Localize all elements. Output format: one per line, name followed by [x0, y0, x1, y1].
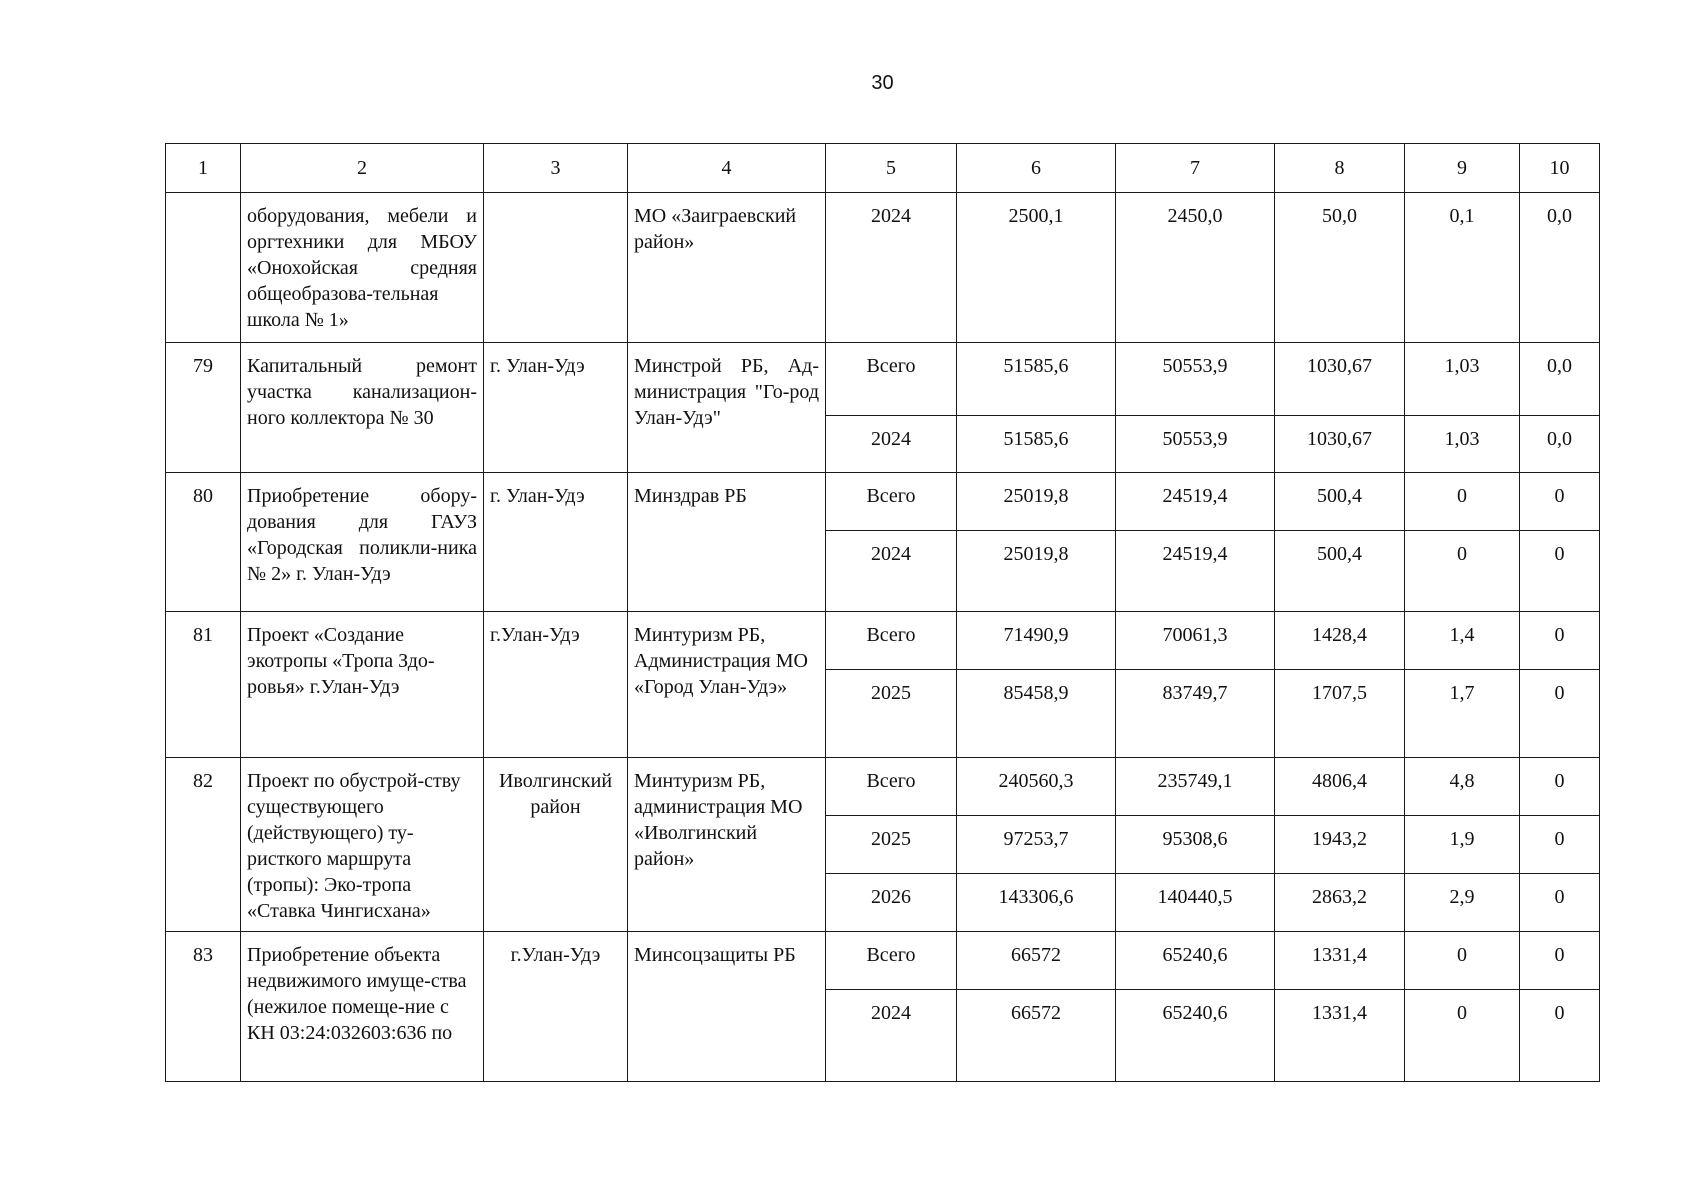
value-cell: 83749,7: [1116, 670, 1275, 758]
value-cell: 71490,9: [957, 612, 1116, 670]
row-number: 79: [166, 343, 241, 473]
value-cell: 50,0: [1275, 193, 1405, 343]
value-cell: 65240,6: [1116, 990, 1275, 1082]
budget-table: [165, 143, 1600, 1082]
page-number: 30: [871, 72, 894, 94]
table-header-row: [166, 144, 1600, 193]
value-cell: 24519,4: [1116, 531, 1275, 612]
period-cell: 2026: [826, 874, 957, 932]
value-cell: 0: [1520, 758, 1600, 816]
period-cell: Всего: [826, 932, 957, 990]
value-cell: 1030,67: [1275, 416, 1405, 473]
value-cell: 2863,2: [1275, 874, 1405, 932]
project-place: г. Улан-Удэ: [484, 473, 628, 612]
value-cell: 0: [1520, 990, 1600, 1082]
value-cell: 2500,1: [957, 193, 1116, 343]
period-cell: Всего: [826, 758, 957, 816]
responsible-org: МО «Заиграевский район»: [628, 193, 826, 343]
period-cell: 2024: [826, 416, 957, 473]
project-name: Капитальный ремонт участка канализацион-ного коллектора № 30: [241, 343, 484, 473]
value-cell: 95308,6: [1116, 816, 1275, 874]
value-cell: 0: [1405, 932, 1520, 990]
project-place: г.Улан-Удэ: [484, 932, 628, 1082]
value-cell: 1,03: [1405, 416, 1520, 473]
column-header: 10: [1520, 144, 1600, 193]
period-cell: Всего: [826, 343, 957, 416]
table-row: [166, 612, 1600, 670]
value-cell: 0,1: [1405, 193, 1520, 343]
column-header: 9: [1405, 144, 1520, 193]
value-cell: 0: [1520, 932, 1600, 990]
value-cell: 1,9: [1405, 816, 1520, 874]
column-header: 4: [628, 144, 826, 193]
responsible-org: Минздрав РБ: [628, 473, 826, 612]
value-cell: 0: [1520, 612, 1600, 670]
value-cell: 4806,4: [1275, 758, 1405, 816]
project-name: Проект по обустрой-ству существующего (действующего) ту-ристкого маршрута (тропы): Эко-тропа «Ставка Чингисхана»: [241, 758, 484, 932]
responsible-org: Минстрой РБ, Ад-министрация "Го-род Улан-Удэ": [628, 343, 826, 473]
table-row: [166, 343, 1600, 416]
value-cell: 2,9: [1405, 874, 1520, 932]
value-cell: 25019,8: [957, 531, 1116, 612]
project-place: г. Улан-Удэ: [484, 343, 628, 473]
value-cell: 0: [1520, 670, 1600, 758]
value-cell: 0: [1520, 531, 1600, 612]
table-row: [166, 758, 1600, 816]
value-cell: 24519,4: [1116, 473, 1275, 531]
value-cell: 140440,5: [1116, 874, 1275, 932]
value-cell: 2450,0: [1116, 193, 1275, 343]
value-cell: 1331,4: [1275, 990, 1405, 1082]
project-name: Приобретение обору-дования для ГАУЗ «Городская поликли-ника № 2» г. Улан-Удэ: [241, 473, 484, 612]
value-cell: 1,4: [1405, 612, 1520, 670]
value-cell: 4,8: [1405, 758, 1520, 816]
value-cell: 65240,6: [1116, 932, 1275, 990]
column-header: 6: [957, 144, 1116, 193]
value-cell: 0: [1520, 874, 1600, 932]
project-place: г.Улан-Удэ: [484, 612, 628, 758]
table-row: [166, 932, 1600, 990]
column-header: 1: [166, 144, 241, 193]
value-cell: 0: [1520, 473, 1600, 531]
value-cell: 1707,5: [1275, 670, 1405, 758]
project-name: Приобретение объекта недвижимого имуще-ства (нежилое помеще-ние с КН 03:24:032603:636 по: [241, 932, 484, 1082]
value-cell: 66572: [957, 932, 1116, 990]
value-cell: 85458,9: [957, 670, 1116, 758]
value-cell: 50553,9: [1116, 343, 1275, 416]
value-cell: 0: [1405, 531, 1520, 612]
value-cell: 235749,1: [1116, 758, 1275, 816]
value-cell: 0,0: [1520, 343, 1600, 416]
project-name: оборудования, мебели и оргтехники для МБОУ «Онохойская средняя общеобразова-тельная школа № 1»: [241, 193, 484, 343]
column-header: 8: [1275, 144, 1405, 193]
row-number: 82: [166, 758, 241, 932]
value-cell: 97253,7: [957, 816, 1116, 874]
value-cell: 51585,6: [957, 343, 1116, 416]
row-number: 83: [166, 932, 241, 1082]
responsible-org: Минтуризм РБ, Администрация МО «Город Улан-Удэ»: [628, 612, 826, 758]
column-header: 5: [826, 144, 957, 193]
period-cell: 2024: [826, 193, 957, 343]
value-cell: 1,03: [1405, 343, 1520, 416]
value-cell: 51585,6: [957, 416, 1116, 473]
value-cell: 1943,2: [1275, 816, 1405, 874]
value-cell: 0,0: [1520, 193, 1600, 343]
row-number: [166, 193, 241, 343]
value-cell: 143306,6: [957, 874, 1116, 932]
column-header: 2: [241, 144, 484, 193]
value-cell: 1,7: [1405, 670, 1520, 758]
responsible-org: Минтуризм РБ, администрация МО «Иволгинский район»: [628, 758, 826, 932]
row-number: 80: [166, 473, 241, 612]
value-cell: 1428,4: [1275, 612, 1405, 670]
project-place: [484, 193, 628, 343]
period-cell: 2024: [826, 990, 957, 1082]
table-row: [166, 473, 1600, 531]
responsible-org: Минсоцзащиты РБ: [628, 932, 826, 1082]
value-cell: 500,4: [1275, 473, 1405, 531]
period-cell: 2025: [826, 670, 957, 758]
value-cell: 240560,3: [957, 758, 1116, 816]
column-header: 3: [484, 144, 628, 193]
period-cell: Всего: [826, 612, 957, 670]
value-cell: 70061,3: [1116, 612, 1275, 670]
value-cell: 0: [1405, 990, 1520, 1082]
value-cell: 0: [1405, 473, 1520, 531]
value-cell: 500,4: [1275, 531, 1405, 612]
value-cell: 0,0: [1520, 416, 1600, 473]
period-cell: 2025: [826, 816, 957, 874]
project-place: Иволгинский район: [484, 758, 628, 932]
period-cell: Всего: [826, 473, 957, 531]
value-cell: 1030,67: [1275, 343, 1405, 416]
value-cell: 66572: [957, 990, 1116, 1082]
period-cell: 2024: [826, 531, 957, 612]
value-cell: 1331,4: [1275, 932, 1405, 990]
column-header: 7: [1116, 144, 1275, 193]
value-cell: 25019,8: [957, 473, 1116, 531]
value-cell: 50553,9: [1116, 416, 1275, 473]
project-name: Проект «Создание экотропы «Тропа Здо-ровья» г.Улан-Удэ: [241, 612, 484, 758]
table-row: [166, 193, 1600, 343]
row-number: 81: [166, 612, 241, 758]
value-cell: 0: [1520, 816, 1600, 874]
